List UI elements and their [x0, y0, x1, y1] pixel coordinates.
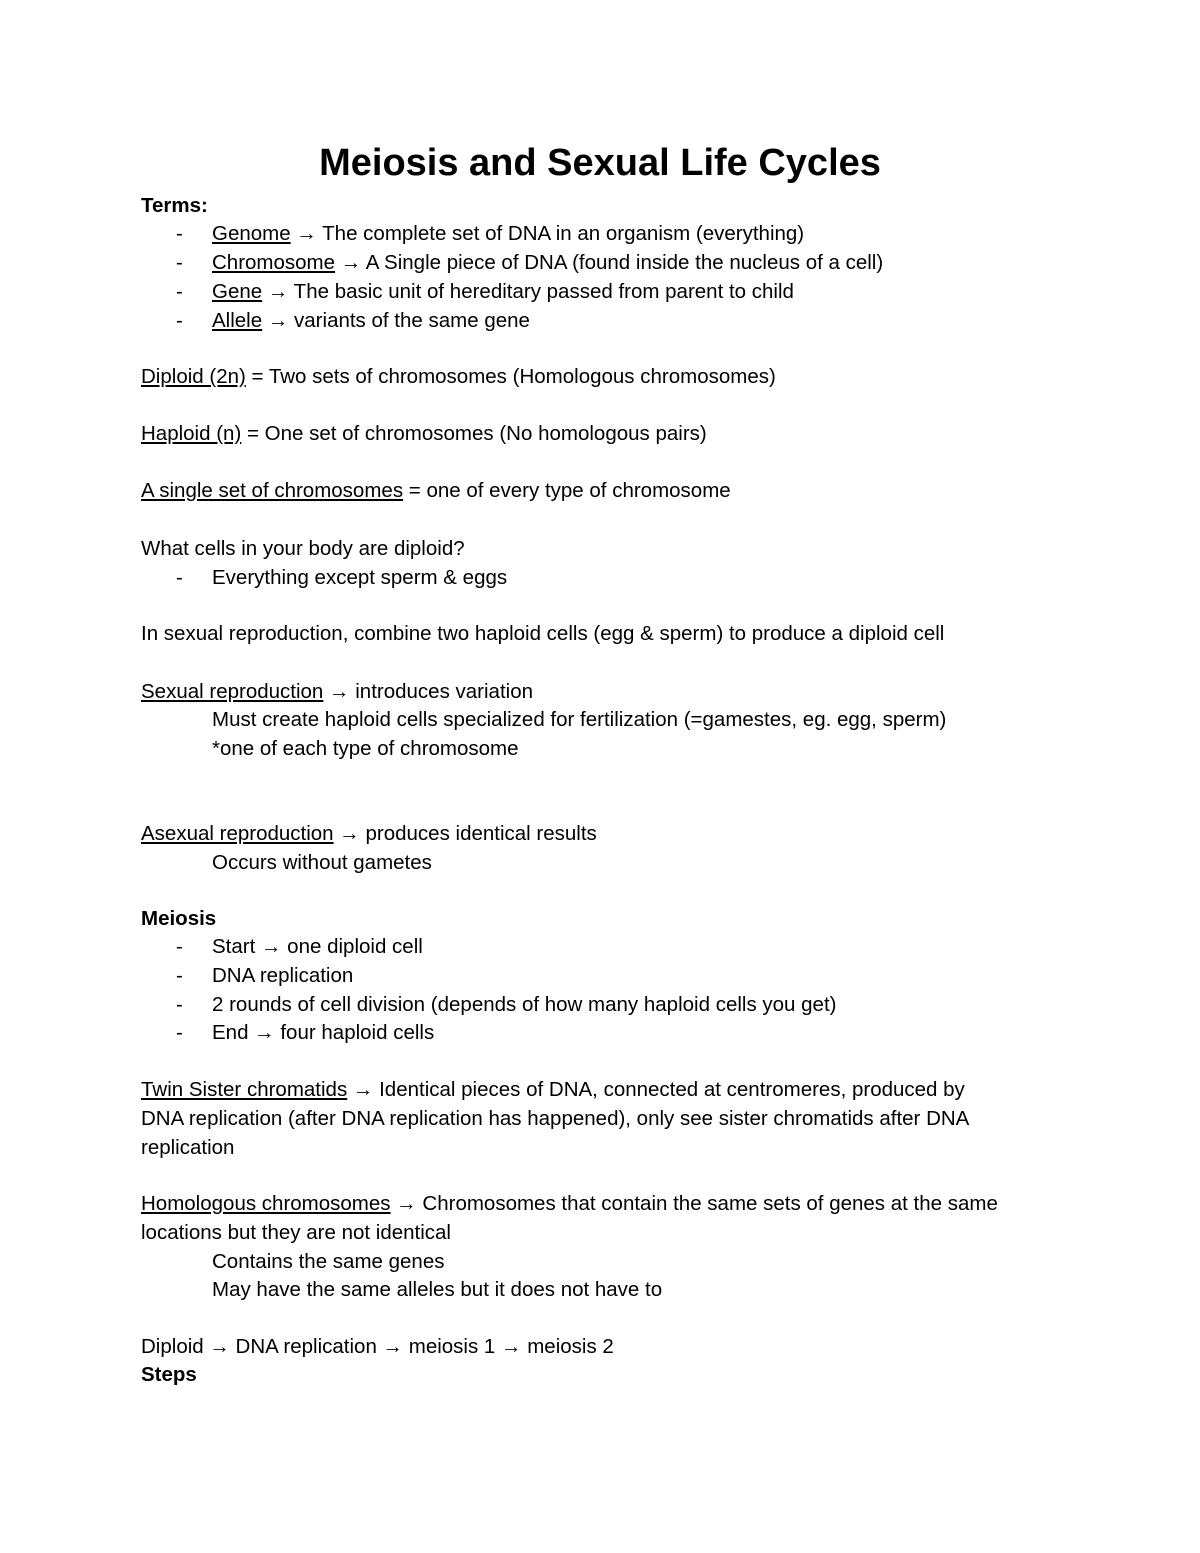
diploid-question: What cells in your body are diploid?	[141, 537, 465, 560]
terms-heading: Terms:	[141, 194, 208, 217]
indented-note: Contains the same genes	[212, 1250, 445, 1273]
meiosis-heading: Meiosis	[141, 907, 217, 930]
bullet-dash: -	[176, 1021, 183, 1044]
term-definition: → Identical pieces of DNA, connected at centromeres, produced by	[347, 1078, 965, 1101]
term-definition: → The basic unit of hereditary passed from parent to child	[262, 280, 794, 303]
indented-note: May have the same alleles but it does not have to	[212, 1278, 663, 1301]
sister-chromatids-definition	[141, 1076, 965, 1104]
sexual-reproduction-sentence: In sexual reproduction, combine two haploid cells (egg & sperm) to produce a diploid cell	[141, 622, 945, 645]
meiosis-item: 2 rounds of cell division (depends of how many haploid cells you get)	[212, 993, 837, 1016]
term-label: Twin Sister chromatids	[141, 1078, 348, 1101]
term-label: Asexual reproduction	[141, 822, 334, 845]
term-label: Allele	[212, 309, 263, 332]
term-label: Haploid (n)	[141, 422, 242, 445]
term-definition: → variants of the same gene	[262, 309, 530, 332]
indented-note: *one of each type of chromosome	[212, 737, 519, 760]
bullet-dash: -	[176, 566, 183, 589]
term-definition: → introduces variation	[323, 680, 533, 703]
question-answer: Everything except sperm & eggs	[212, 566, 508, 589]
term-label: A single set of chromosomes	[141, 479, 404, 502]
term-definition: = One set of chromosomes (No homologous pairs)	[241, 422, 707, 445]
bullet-dash: -	[176, 935, 183, 958]
term-item-chromosome	[212, 249, 883, 277]
bullet-dash: -	[176, 964, 183, 987]
term-item-genome	[212, 220, 804, 248]
term-label: Gene	[212, 280, 263, 303]
bullet-dash: -	[176, 251, 183, 274]
indented-note: Occurs without gametes	[212, 851, 432, 874]
asexual-reproduction-definition	[141, 820, 597, 848]
indented-note: Must create haploid cells specialized for fertilization (=gamestes, eg. egg, sperm)	[212, 708, 947, 731]
term-label: Diploid (2n)	[141, 365, 246, 388]
page-title: Meiosis and Sexual Life Cycles	[319, 142, 881, 184]
homologous-definition	[141, 1190, 998, 1218]
process-flow: Diploid → DNA replication → meiosis 1 → meiosis 2	[141, 1335, 614, 1358]
haploid-definition	[141, 420, 707, 448]
single-set-definition	[141, 477, 731, 505]
term-definition: → A Single piece of DNA (found inside the nucleus of a cell)	[335, 251, 884, 274]
bullet-dash: -	[176, 280, 183, 303]
term-definition: = one of every type of chromosome	[403, 479, 731, 502]
term-item-gene	[212, 278, 794, 306]
sexual-reproduction-definition	[141, 678, 533, 706]
term-definition: = Two sets of chromosomes (Homologous chromosomes)	[245, 365, 776, 388]
definition-continuation: locations but they are not identical	[141, 1221, 451, 1244]
term-label: Homologous chromosomes	[141, 1192, 391, 1215]
definition-continuation: DNA replication (after DNA replication has happened), only see sister chromatids after DNA	[141, 1107, 970, 1130]
bullet-dash: -	[176, 309, 183, 332]
bullet-dash: -	[176, 993, 183, 1016]
bullet-dash: -	[176, 222, 183, 245]
term-label: Sexual reproduction	[141, 680, 324, 703]
meiosis-item: Start → one diploid cell	[212, 935, 423, 958]
diploid-definition	[141, 363, 776, 391]
term-definition: → produces identical results	[333, 822, 597, 845]
term-item-allele	[212, 307, 530, 335]
definition-continuation: replication	[141, 1136, 235, 1159]
term-label: Chromosome	[212, 251, 336, 274]
meiosis-item: DNA replication	[212, 964, 354, 987]
steps-heading: Steps	[141, 1363, 197, 1386]
term-label: Genome	[212, 222, 291, 245]
term-definition: → The complete set of DNA in an organism (everything)	[290, 222, 805, 245]
term-definition: → Chromosomes that contain the same sets of genes at the same	[390, 1192, 998, 1215]
meiosis-item: End → four haploid cells	[212, 1021, 435, 1044]
